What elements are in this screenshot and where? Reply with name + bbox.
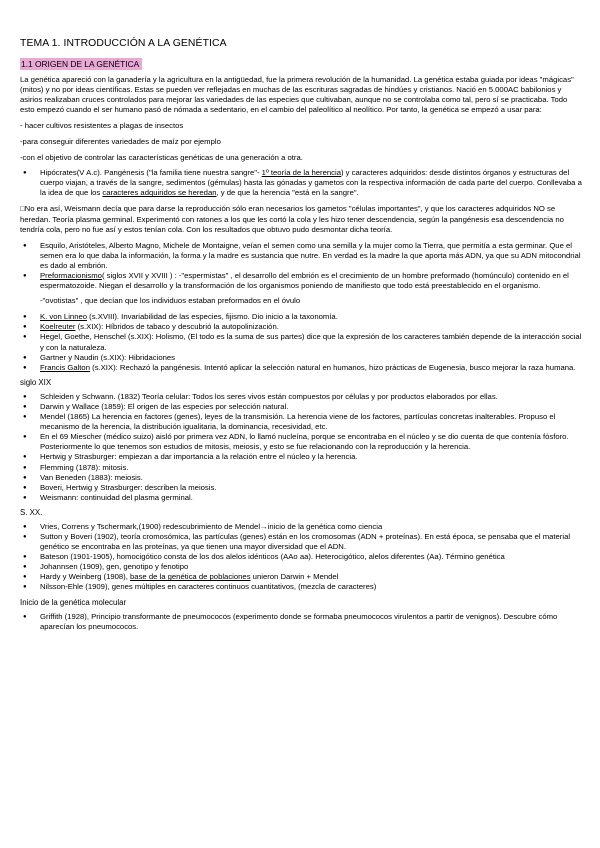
list-item: ● Darwin y Wallace (1859): El origen de las especies por selección natural.: [20, 402, 582, 412]
s20-label: S. XX.: [20, 507, 43, 517]
link-text: K. von Linneo: [40, 312, 88, 322]
link-text: base de la genética de poblaciones: [130, 572, 251, 582]
list-item: ● Gartner y Naudin (s.XIX): Hibridaciones: [20, 353, 582, 363]
document-page: [20, 38, 582, 632]
list-item: ● Hardy y Weinberg (1908), base de la genética de poblaciones unieron Darwin + Mendel: [20, 572, 582, 582]
list-item: ● Hegel, Goethe, Henschel (s.XIX): Holismo, (El todo es la suma de sus partes) dice que la expresión de los caracteres también depende de la interacción social y con la naturaleza.: [20, 332, 582, 352]
ovotistas-line: -"ovotistas" , que decían que los individuos estaban preformados en el óvulo: [40, 296, 301, 306]
link-text: Francis Galton: [40, 362, 90, 372]
list-item: ● Hipócrates(V A.c). Pangénesis ("la familia tiene nuestra sangre"- 1º teoría de la herencia) y caracteres adquiridos: desde distintos órganos y estructuras del cuerpo viajan, a través de la sangre, sedimentos (gémulas) hasta las gónadas y gametos con la respectiva información de cada parte del cuerpo. Conllevaba a la idea de que los caracteres adquiridos se heredan, y de que la herencia "está en la sangre".: [20, 168, 582, 198]
s20-list: [20, 522, 582, 593]
use-line: -con el objetivo de controlar las características genéticas de una generación a otra.: [20, 152, 303, 162]
list-item: ● Van Beneden (1883): meiosis.: [20, 473, 582, 483]
list-item: ● Vries, Correns y Tschermark,(1900) redescubrimiento de Mendel→inicio de la genética como ciencia: [20, 522, 582, 532]
list-item: ● Koelreuter (s.XIX): Híbridos de tabaco y descubrió la autopolinización.: [20, 322, 582, 332]
siglo19-list: [20, 392, 582, 503]
list-item: ● Mendel (1865) La herencia en factores (genes), leyes de la transmisión. La herencia viene de los factores, partículas concretas inalterables. Propuso el mecanismo de la herencia, la distribución igualitaria, la dominancia, recesividad, etc.: [20, 412, 582, 432]
list-item: ● Sutton y Boveri (1902), teoría cromosómica, las partículas (genes) están en los cromosomas (ADN + proteínas). En está época, se pensaba que el material genético se encontraba en las proteínas, ya que tienen una mayor diversidad que el ADN.: [20, 532, 582, 552]
use-line: -para conseguir diferentes variedades de maíz por ejemplo: [20, 136, 221, 146]
molecular-list: [20, 612, 582, 632]
list-item: ● Schleiden y Schwann. (1832) Teoría celular: Todos los seres vivos están compuestos por células y por productos elaborados por ellas.: [20, 392, 582, 402]
list-item: ● Francis Galton (s.XIX): Rechazó la pangénesis. Intentó aplicar la selección natural en humanos, hizo prácticas de Eugenesia, busco mejorar la raza humana.: [20, 363, 582, 373]
pre19-list: [20, 312, 582, 373]
early-list: [20, 241, 582, 291]
link-text: Preformacionismo: [40, 271, 102, 280]
link-text: Koelreuter: [40, 322, 76, 332]
weismann-note: □No era así, Weismann decía que para darse la reproducción sólo eran necesarios los gametos "células importantes", y que los caracteres adquiridos NO se heredan. Teoría plasma germinal. Experimentó con ratones a los que les cortó la cola y les hizo tener descendencia, según la pangénesis esa descendencia no tendría cola, pero no fue así y estos tenían cola. Con los resultados que obtuvo pudo desmontar dicha teoría.: [20, 204, 564, 234]
link-text: 1º teoría de la herencia: [261, 168, 341, 178]
list-item: ● Griffith (1928), Principio transformante de pneumococos (experimento donde se formaba pneumococos virulentos a partir de venignos). Descubre cómo aparecían los pneumococos.: [20, 612, 582, 632]
page-title: TEMA 1. INTRODUCCIÓN A LA GENÉTICA: [20, 38, 227, 49]
section-heading: 1.1 ORIGEN DE LA GENÉTICA: [20, 58, 142, 70]
list-item: ● Esquilo, Aristóteles, Alberto Magno, Michele de Montaigne, veían el semen como una semilla y la mujer como la Tierra, que permitía a esta germinar. Que el semen era lo que daba la información, la forma y la madre es sustancia que nutre. En verdad es la madre la que aporta más ADN, ya que su ADN mitocondrial es dado al embrión.: [20, 241, 582, 271]
molecular-label: Inicio de la genética molecular: [20, 597, 127, 607]
list-item: ● Nilsson-Ehle (1909), genes múltiples en caracteres continuos cuantitativos, (mezcla de caracteres): [20, 582, 582, 592]
siglo19-label: siglo XIX: [20, 377, 52, 387]
list-item: ● K. von Linneo (s.XVIII). Invariabilidad de las especies, fijismo. Dio inicio a la taxonomía.: [20, 312, 582, 322]
list-item: ● Flemming (1878): mitosis.: [20, 463, 582, 473]
intro-paragraph: La genética apareció con la ganadería y la agricultura en la antigüedad, fue la primera revolución de la humanidad. La genética estaba guiada por ideas "mágicas" (mitos) y no por ideas científicas. Estas se pueden ver reflejadas en muchas de las escrituras sagradas de hindúes y cristianos. Nació en 5.000AC babilonios y asirios realizaban cruces controlados para mejorar las variedades de las especies que cultivaban, aunque no se controlaba como tal, pero sí se practicaba. Todo esto empezó cuando el ser humano pasó de nómada a sedentario, en el cambio del paleolítico al neolítico. Por tanto, la genética se empezó a usar para:: [20, 75, 574, 115]
list-item: ● Boveri, Hertwig y Strasburger: describen la meiosis.: [20, 483, 582, 493]
link-text: caracteres adquiridos se heredan: [102, 188, 217, 198]
list-item: ● Johannsen (1909), gen, genotipo y fenotipo: [20, 562, 582, 572]
list-item: ● Bateson (1901-1905), homocigótico consta de los dos alelos idénticos (AAo aa). Heterocigótico, alelos diferentes (Aa). Término genética: [20, 552, 582, 562]
list-item: ● En el 69 Miescher (médico suizo) aisló por primera vez ADN, lo llamó nucleína, porque se encontraba en el núcleo y se dio cuenta de que contenía fósforo. Posteriormente lo que tenemos son estudios de mitosis, meiosis, y esto se fue relacionando con la reproducción y la herencia.: [20, 432, 582, 452]
list-item: ● Weismann: continuidad del plasma germinal.: [20, 493, 582, 503]
list-item: ● Preformacionismo( siglos XVII y XVIII ) : -"espermistas" , el desarrollo del embrión es el crecimiento de un hombre preformado (homúnculo) contenido en el espermatozoide. Niegan el desarrollo y la transformación de los organismos poniendo de manifiesto que todo está preestablecido en el organismo.: [20, 271, 582, 291]
box-glyph-icon: □: [20, 204, 25, 214]
list-item: ● Hertwig y Strasburger: empiezan a dar importancia a la relación entre el núcleo y la herencia.: [20, 452, 582, 462]
use-line: - hacer cultivos resistentes a plagas de insectos: [20, 121, 184, 131]
hipocrates-list: [20, 168, 582, 198]
